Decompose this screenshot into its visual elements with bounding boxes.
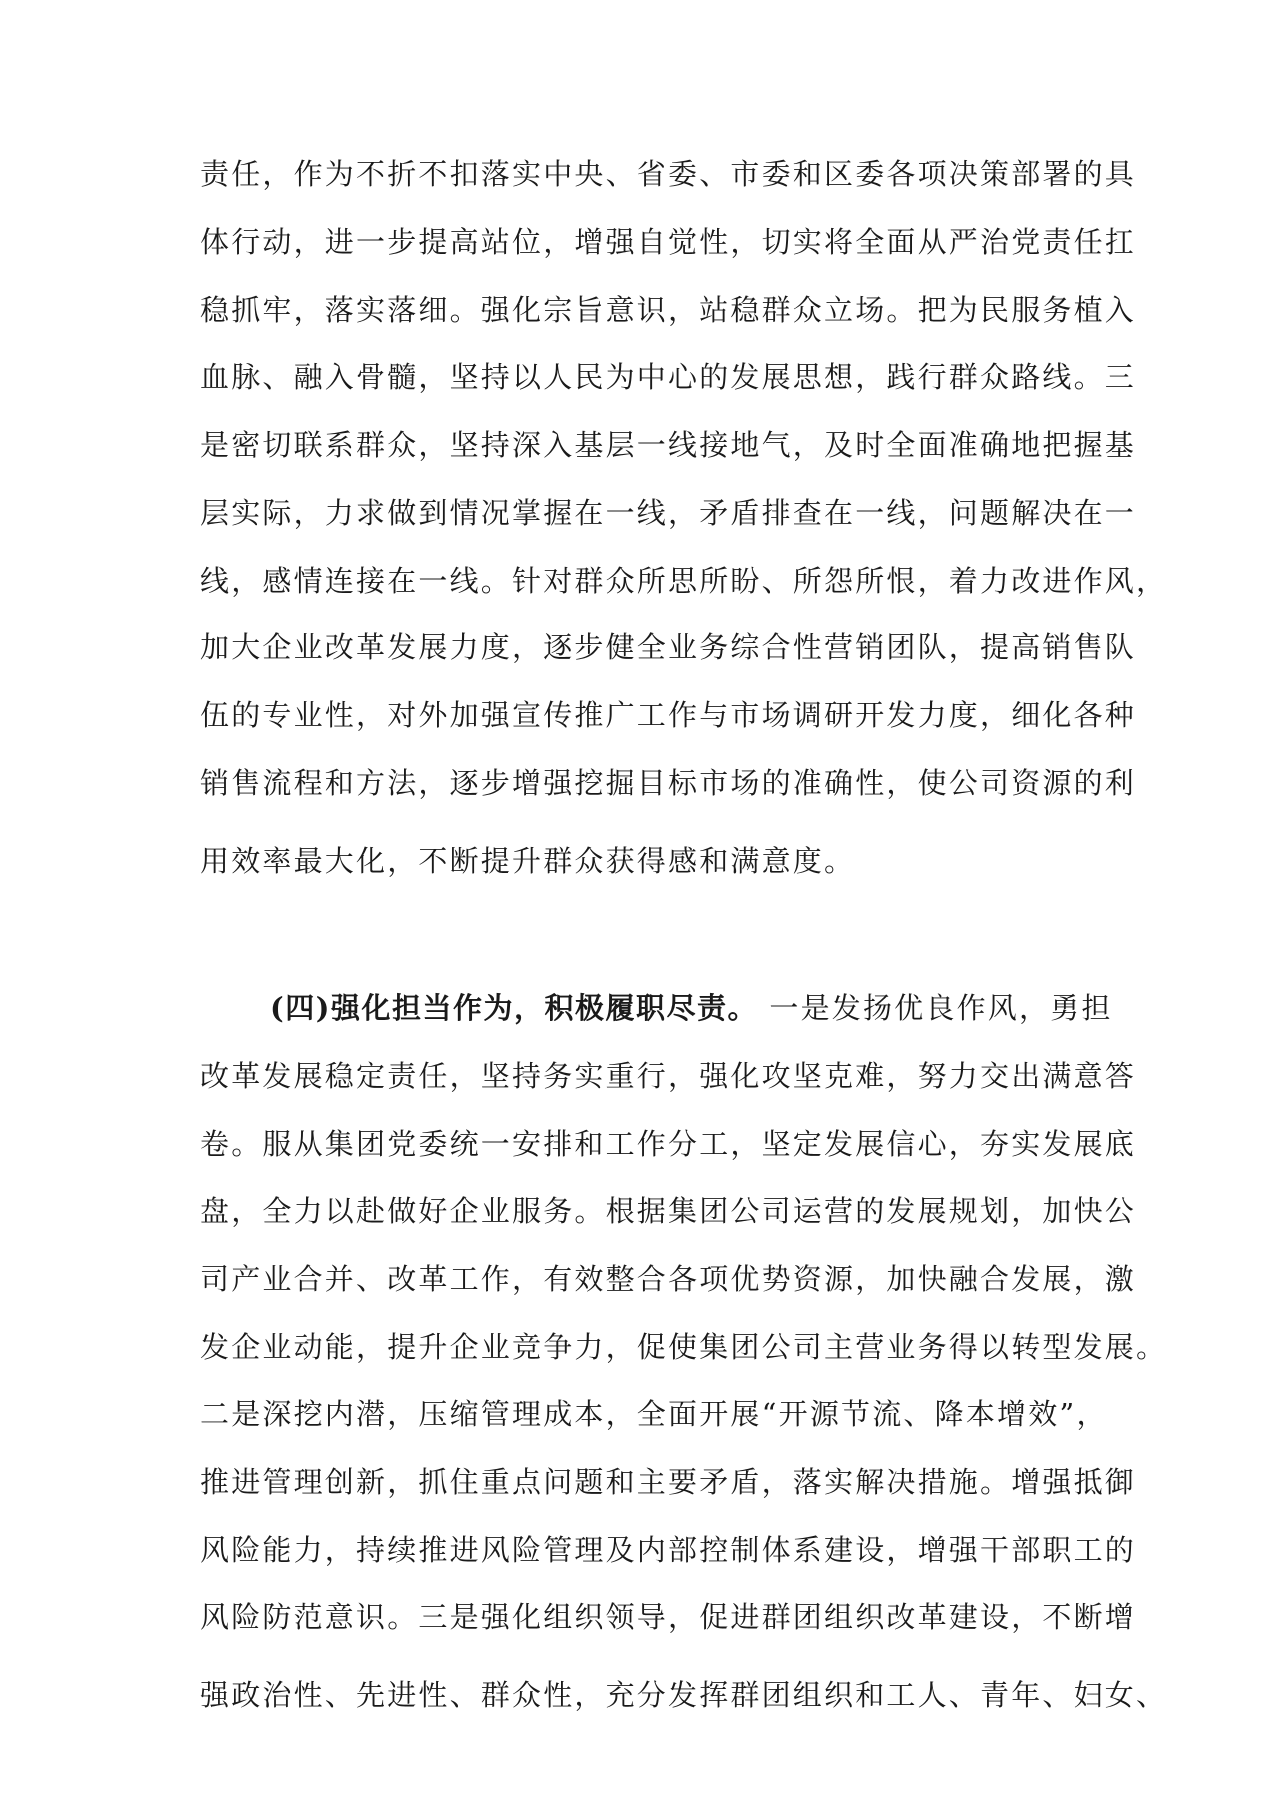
text-line: 血脉、融入骨髓，坚持以人民为中心的发展思想，践行群众路线。三 <box>200 360 1137 394</box>
text-line: 卷。服从集团党委统一安排和工作分工，坚定发展信心，夯实发展底 <box>200 1127 1137 1161</box>
text-line: 加大企业改革发展力度，逐步健全业务综合性营销团队，提高销售队 <box>200 630 1137 664</box>
text-line: 线，感情连接在一线。针对群众所思所盼、所怨所恨，着力改进作风， <box>200 564 1168 598</box>
text-line: 发企业动能，提升企业竞争力，促使集团公司主营业务得以转型发展。 <box>200 1330 1168 1364</box>
heading-line-text: 一是发扬优良作风，勇担 <box>757 991 1113 1025</box>
text-line: 责任，作为不折不扣落实中央、省委、市委和区委各项决策部署的具 <box>200 157 1137 191</box>
text-line: 是密切联系群众，坚持深入基层一线接地气，及时全面准确地把握基 <box>200 428 1137 462</box>
text-line: 销售流程和方法，逐步增强挖掘目标市场的准确性，使公司资源的利 <box>200 766 1137 800</box>
text-line: 用效率最大化，不断提升群众获得感和满意度。 <box>200 844 856 878</box>
text-line: 司产业合并、改革工作，有效整合各项优势资源，加快融合发展，激 <box>200 1262 1137 1296</box>
text-line: 二是深挖内潜，压缩管理成本，全面开展“开源节流、降本增效”， <box>200 1397 1108 1431</box>
text-line: 稳抓牢，落实落细。强化宗旨意识，站稳群众立场。把为民服务植入 <box>200 293 1137 327</box>
section-heading-line <box>270 990 1113 1026</box>
text-line: 伍的专业性，对外加强宣传推广工作与市场调研开发力度，细化各种 <box>200 698 1137 732</box>
text-line: 风险防范意识。三是强化组织领导，促进群团组织改革建设，不断增 <box>200 1600 1137 1634</box>
text-line: 强政治性、先进性、群众性，充分发挥群团组织和工人、青年、妇女、 <box>200 1678 1168 1712</box>
section-heading: (四)强化担当作为，积极履职尽责。 <box>270 991 758 1025</box>
text-line: 风险能力，持续推进风险管理及内部控制体系建设，增强干部职工的 <box>200 1533 1137 1567</box>
text-line: 层实际，力求做到情况掌握在一线，矛盾排查在一线，问题解决在一 <box>200 496 1137 530</box>
text-line: 改革发展稳定责任，坚持务实重行，强化攻坚克难，努力交出满意答 <box>200 1059 1137 1093</box>
text-line: 盘，全力以赴做好企业服务。根据集团公司运营的发展规划，加快公 <box>200 1194 1137 1228</box>
text-line: 体行动，进一步提高站位，增强自觉性，切实将全面从严治党责任扛 <box>200 225 1137 259</box>
text-line: 推进管理创新，抓住重点问题和主要矛盾，落实解决措施。增强抵御 <box>200 1465 1137 1499</box>
